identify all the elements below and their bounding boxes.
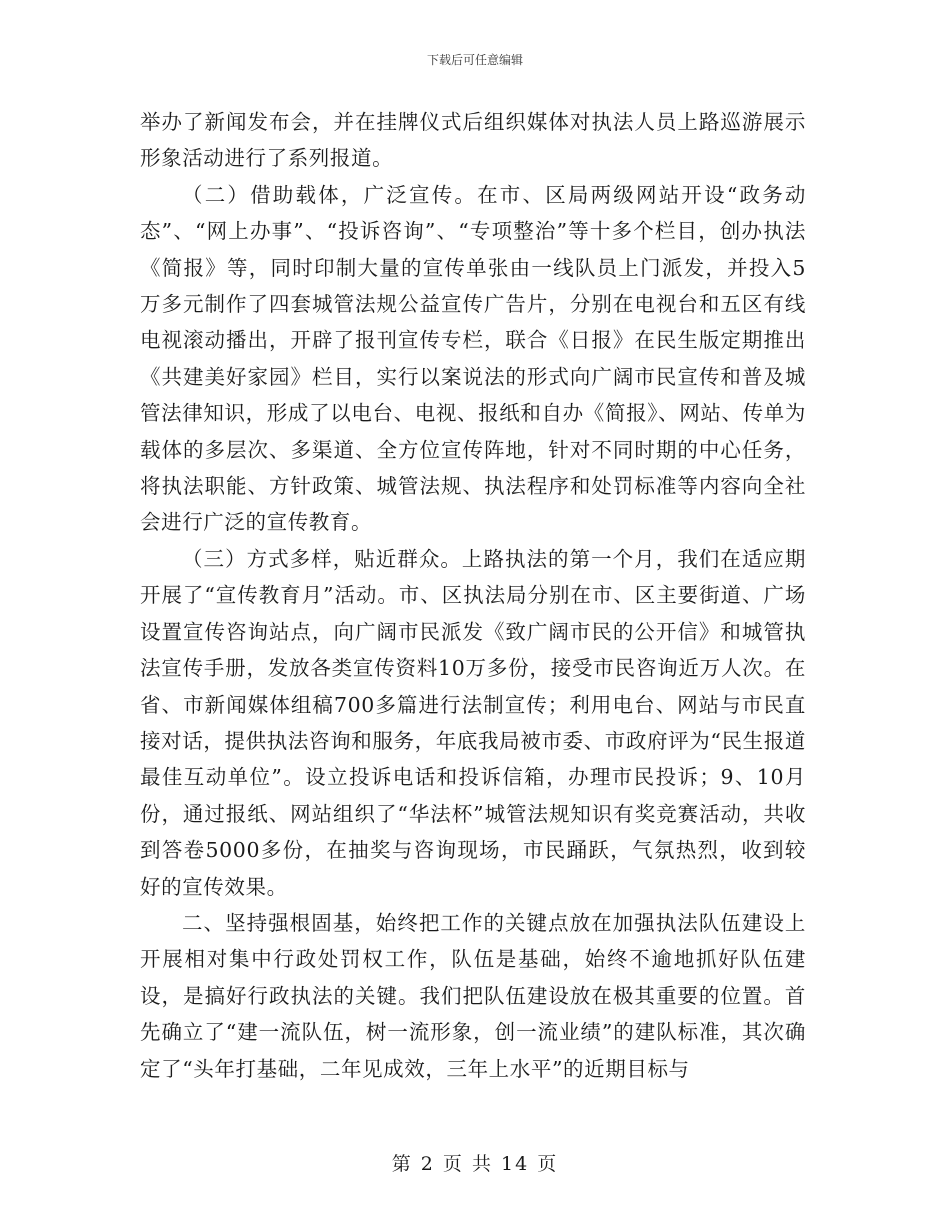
paragraph-section-2: （二）借助载体，广泛宣传。在市、区局两级网站开设“政务动态”、“网上办事”、“投诉咨询”、“专项整治”等十多个栏目，创办执法《简报》等，同时印制大量的宣传单张由一线队员上门派发，并投入5万多元制作了四套城管法规公益宣传广告片，分别在电视台和五区有线电视滚动播出，开辟了报刊宣传专栏，联合《日报》在民生版定期推出《共建美好家园》栏目，实行以案说法的形式向广阔市民宣传和普及城管法律知识，形成了以电台、电视、报纸和自办《简报》、网站、传单为载体的多层次、多渠道、全方位宣传阵地，针对不同时期的中心任务，将执法职能、方针政策、城管法规、执法程序和处罚标准等内容向全社会进行广泛的宣传教育。 — [140, 182, 806, 535]
footer-current-page: 2 — [420, 1153, 435, 1175]
paragraph-part-two: 二、坚持强根固基，始终把工作的关键点放在加强执法队伍建设上开展相对集中行政处罚权工作，队伍是基础，始终不逾地抓好队伍建设，是搞好行政执法的关键。我们把队伍建设放在极其重要的位置。首先确立了“建一流队伍，树一流形象，创一流业绩”的建队标准，其次确定了“头年打基础，二年见成效，三年上水平”的近期目标与 — [140, 910, 806, 1081]
footer-middle: 页 共 — [442, 1153, 493, 1175]
document-body — [140, 104, 806, 1087]
footer-prefix: 第 — [391, 1153, 413, 1175]
page-header-note: 下载后可任意编辑 — [426, 53, 523, 67]
footer-suffix: 页 — [537, 1153, 559, 1175]
paragraph-section-3: （三）方式多样，贴近群众。上路执法的第一个月，我们在适应期开展了“宣传教育月”活动。市、区执法局分别在市、区主要街道、广场设置宣传咨询站点，向广阔市民派发《致广阔市民的公开信》和城管执法宣传手册，发放各类宣传资料10万多份，接受市民咨询近万人次。在省、市新闻媒体组稿700多篇进行法制宣传；利用电台、网站与市民直接对话，提供执法咨询和服务，年底我局被市委、市政府评为“民生报道最佳互动单位”。设立投诉电话和投诉信箱，办理市民投诉；9、10月份，通过报纸、网站组织了“华法杯”城管法规知识有奖竞赛活动，共收到答卷5000多份，在抽奖与咨询现场，市民踊跃，气氛热烈，收到较好的宣传效果。 — [140, 546, 806, 899]
footer-total-pages: 14 — [501, 1153, 530, 1175]
paragraph-continuation: 举办了新闻发布会，并在挂牌仪式后组织媒体对执法人员上路巡游展示形象活动进行了系列报道。 — [140, 110, 806, 171]
page-footer — [0, 1152, 950, 1176]
